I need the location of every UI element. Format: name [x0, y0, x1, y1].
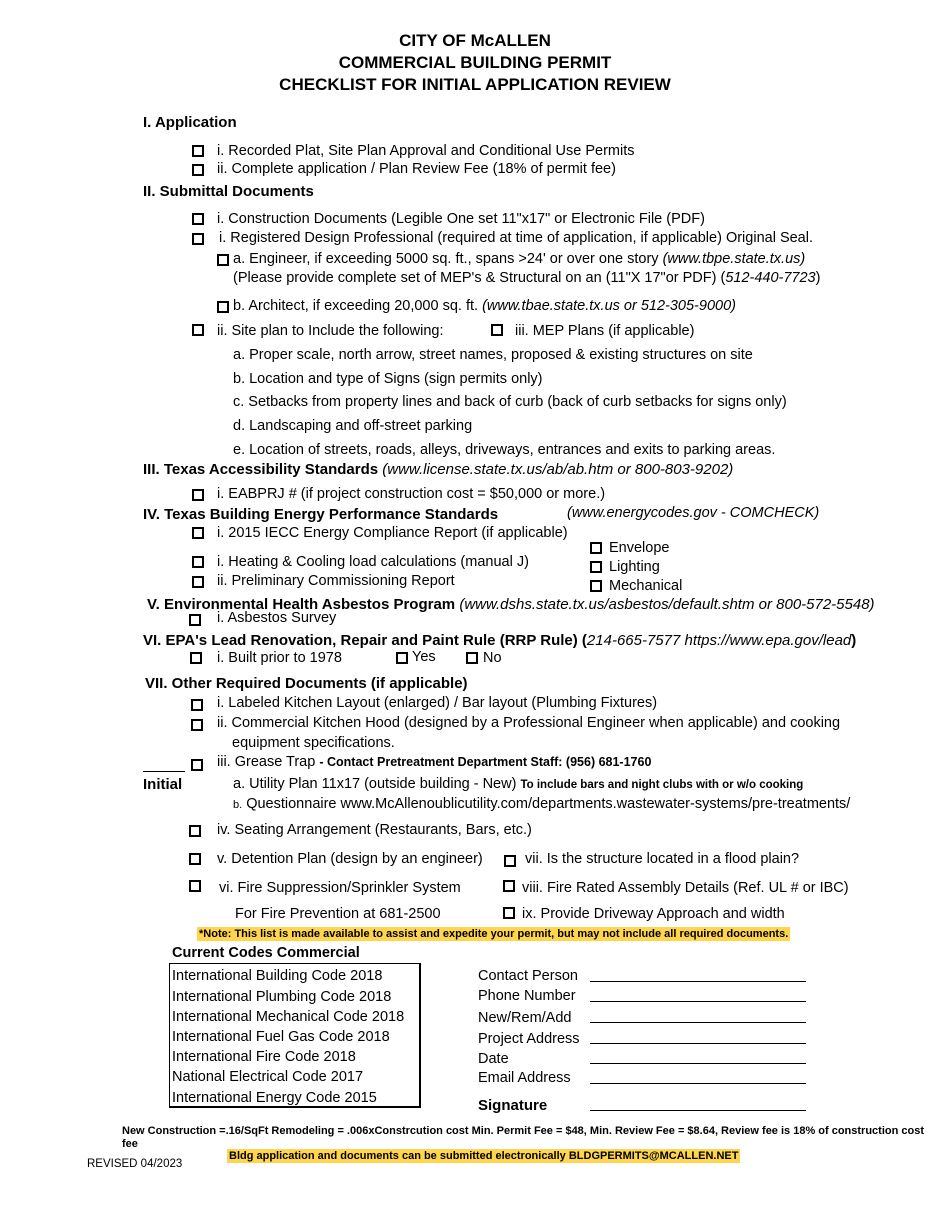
note-banner: *Note: This list is made available to assist and expedite your permit, but may not include all required documents.: [199, 928, 789, 940]
checkbox-lighting[interactable]: [590, 561, 602, 573]
code-fuel-gas: International Fuel Gas Code 2018: [172, 1029, 390, 1045]
label-lighting: Lighting: [609, 559, 660, 575]
label-yes: Yes: [412, 649, 436, 665]
item-kitchen-hood-cont: equipment specifications.: [232, 735, 395, 751]
checkbox-design-professional[interactable]: [192, 233, 204, 245]
checkbox-mep-plans[interactable]: [491, 324, 503, 336]
item-eabprj: i. EABPRJ # (if project construction cost = $50,000 or more.): [217, 486, 606, 502]
checkbox-grease-trap[interactable]: [191, 759, 203, 771]
checkbox-flood-plain[interactable]: [504, 855, 516, 867]
section-asbestos: V. Environmental Health Asbestos Program (www.dshs.state.tx.us/asbestos/default.shtm or 800-572-5548): [147, 596, 875, 613]
section-lead: VI. EPA's Lead Renovation, Repair and Paint Rule (RRP Rule) (214-665-7577 https://www.epa.gov/lead): [143, 632, 857, 649]
checkbox-engineer[interactable]: [217, 254, 229, 266]
checkbox-commissioning[interactable]: [192, 576, 204, 588]
site-plan-c: c. Setbacks from property lines and back of curb (back of curb setbacks for signs only): [233, 394, 787, 410]
checkbox-architect[interactable]: [217, 301, 229, 313]
label-signature: Signature: [478, 1097, 548, 1114]
item-detention: v. Detention Plan (design by an engineer): [217, 851, 483, 867]
label-contact-person: Contact Person: [478, 968, 578, 984]
label-new-rem-add: New/Rem/Add: [478, 1010, 572, 1026]
code-mechanical: International Mechanical Code 2018: [172, 1009, 405, 1025]
section-other-documents: VII. Other Required Documents (if applicable): [145, 675, 468, 692]
checkbox-asbestos[interactable]: [189, 614, 201, 626]
field-contact-person[interactable]: [590, 981, 806, 982]
item-engineer-note: (Please provide complete set of MEP's & Structural on an (11"X 17"or PDF) (512-440-7723): [233, 270, 821, 286]
code-building: International Building Code 2018: [172, 968, 383, 984]
field-new-rem-add[interactable]: [590, 1022, 806, 1023]
footer-revised: REVISED 04/2023: [87, 1158, 183, 1170]
checkbox-construction-documents[interactable]: [192, 213, 204, 225]
item-complete-application: ii. Complete application / Plan Review Fee (18% of permit fee): [217, 161, 616, 177]
section-application: I. Application: [143, 114, 237, 131]
label-project-address: Project Address: [478, 1031, 580, 1047]
item-driveway: ix. Provide Driveway Approach and width: [522, 906, 785, 922]
item-load-calculations: i. Heating & Cooling load calculations (manual J): [217, 554, 529, 570]
label-date: Date: [478, 1051, 509, 1067]
item-fire-rated: viii. Fire Rated Assembly Details (Ref. UL # or IBC): [522, 880, 849, 896]
label-email-address: Email Address: [478, 1070, 571, 1086]
checkbox-kitchen-layout[interactable]: [191, 699, 203, 711]
item-questionnaire: b. Questionnaire www.McAllenoublicutility.com/departments.wastewater-systems/pre-treatments/: [233, 796, 851, 812]
field-date[interactable]: [590, 1063, 806, 1064]
site-plan-b: b. Location and type of Signs (sign permits only): [233, 371, 543, 387]
initial-line[interactable]: [143, 771, 185, 772]
item-site-plan: ii. Site plan to Include the following:: [217, 323, 444, 339]
checkbox-load-calculations[interactable]: [192, 556, 204, 568]
item-architect: b. Architect, if exceeding 20,000 sq. ft. (www.tbae.state.tx.us or 512-305-9000): [233, 298, 736, 314]
checkbox-driveway[interactable]: [503, 907, 515, 919]
field-signature[interactable]: [590, 1110, 806, 1111]
item-seating: iv. Seating Arrangement (Restaurants, Bars, etc.): [217, 822, 532, 838]
checkbox-iecc[interactable]: [192, 527, 204, 539]
item-mep-plans: iii. MEP Plans (if applicable): [515, 323, 695, 339]
code-electrical: National Electrical Code 2017: [172, 1069, 364, 1085]
item-grease-trap: iii. Grease Trap - Contact Pretreatment Department Staff: (956) 681-1760: [217, 754, 652, 770]
field-project-address[interactable]: [590, 1043, 806, 1044]
item-commissioning: ii. Preliminary Commissioning Report: [217, 573, 455, 589]
footer-submit-banner: Bldg application and documents can be submitted electronically BLDGPERMITS@MCALLEN.NET: [229, 1150, 739, 1162]
checkbox-built-prior-1978[interactable]: [190, 652, 202, 664]
item-design-professional: i. Registered Design Professional (required at time of application, if applicable) Original Seal.: [219, 230, 813, 246]
code-fire: International Fire Code 2018: [172, 1049, 356, 1065]
item-kitchen-layout: i. Labeled Kitchen Layout (enlarged) / Bar layout (Plumbing Fixtures): [217, 695, 658, 711]
energy-link: (www.energycodes.gov - COMCHECK): [567, 505, 820, 521]
field-email-address[interactable]: [590, 1083, 806, 1084]
item-engineer: a. Engineer, if exceeding 5000 sq. ft., spans >24' or over one story (www.tbpe.state.tx.us): [233, 251, 806, 267]
checkbox-detention[interactable]: [189, 853, 201, 865]
label-initial: Initial: [143, 776, 183, 793]
checkbox-no[interactable]: [466, 652, 478, 664]
checkbox-kitchen-hood[interactable]: [191, 719, 203, 731]
label-no: No: [483, 650, 502, 666]
section-accessibility: III. Texas Accessibility Standards (www.license.state.tx.us/ab/ab.htm or 800-803-9202): [143, 461, 734, 478]
title-checklist: CHECKLIST FOR INITIAL APPLICATION REVIEW: [279, 75, 671, 94]
checkbox-mechanical[interactable]: [590, 580, 602, 592]
item-built-prior-1978: i. Built prior to 1978: [217, 650, 342, 666]
checkbox-fire-suppression[interactable]: [189, 880, 201, 892]
item-recorded-plat: i. Recorded Plat, Site Plan Approval and Conditional Use Permits: [217, 143, 635, 159]
item-iecc: i. 2015 IECC Energy Compliance Report (if applicable): [217, 525, 568, 541]
section-energy: IV. Texas Building Energy Performance Standards: [143, 506, 499, 523]
label-envelope: Envelope: [609, 540, 670, 556]
label-phone-number: Phone Number: [478, 988, 576, 1004]
section-submittal-documents: II. Submittal Documents: [143, 183, 314, 200]
item-kitchen-hood: ii. Commercial Kitchen Hood (designed by a Professional Engineer when applicable) and cooking: [217, 715, 841, 731]
item-fire-prevention: For Fire Prevention at 681-2500: [235, 906, 441, 922]
code-plumbing: International Plumbing Code 2018: [172, 989, 392, 1005]
site-plan-e: e. Location of streets, roads, alleys, driveways, entrances and exits to parking areas.: [233, 442, 776, 458]
checkbox-complete-application[interactable]: [192, 164, 204, 176]
checkbox-recorded-plat[interactable]: [192, 145, 204, 157]
footer-fees: New Construction =.16/SqFt Remodeling = .006xConstrcution cost Min. Permit Fee = $48, Min. Review Fee = $8.64, Review fee is 18% of construction cost: [122, 1125, 925, 1137]
codes-title: Current Codes Commercial: [172, 945, 360, 961]
item-asbestos: i. Asbestos Survey: [217, 610, 337, 626]
checkbox-eabprj[interactable]: [192, 489, 204, 501]
checkbox-yes[interactable]: [396, 652, 408, 664]
checkbox-site-plan[interactable]: [192, 324, 204, 336]
code-energy: International Energy Code 2015: [172, 1090, 377, 1106]
checkbox-seating[interactable]: [189, 825, 201, 837]
field-phone-number[interactable]: [590, 1001, 806, 1002]
site-plan-a: a. Proper scale, north arrow, street names, proposed & existing structures on site: [233, 347, 753, 363]
label-mechanical: Mechanical: [609, 578, 683, 594]
footer-fees-cont: fee: [122, 1138, 138, 1150]
item-flood-plain: vii. Is the structure located in a flood plain?: [525, 851, 800, 867]
site-plan-d: d. Landscaping and off-street parking: [233, 418, 473, 434]
title-permit: COMMERCIAL BUILDING PERMIT: [338, 53, 612, 72]
item-utility-plan: a. Utility Plan 11x17 (outside building - New) To include bars and night clubs with or w/o cooking: [233, 776, 804, 792]
title-city: CITY OF McALLEN: [399, 31, 551, 50]
checkbox-envelope[interactable]: [590, 542, 602, 554]
checkbox-fire-rated[interactable]: [503, 880, 515, 892]
item-fire-suppression: vi. Fire Suppression/Sprinkler System: [219, 880, 461, 896]
item-construction-documents: i. Construction Documents (Legible One set 11"x17" or Electronic File (PDF): [217, 211, 705, 227]
